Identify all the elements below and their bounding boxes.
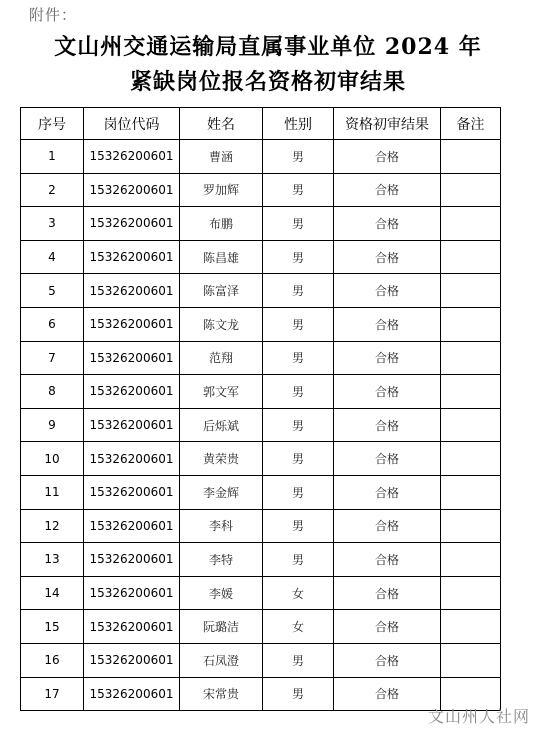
cell-name: 后烁斌	[180, 408, 263, 442]
cell-name: 李金辉	[180, 475, 263, 509]
cell-no: 6	[21, 307, 84, 341]
cell-code: 15326200601	[84, 475, 180, 509]
cell-gender: 男	[263, 274, 334, 308]
cell-note	[441, 207, 501, 241]
cell-no: 10	[21, 442, 84, 476]
cell-result: 合格	[334, 643, 441, 677]
cell-name: 陈昌雄	[180, 240, 263, 274]
cell-name: 宋常贵	[180, 677, 263, 711]
table-row	[21, 610, 501, 644]
cell-gender: 男	[263, 543, 334, 577]
cell-result: 合格	[334, 173, 441, 207]
cell-result: 合格	[334, 475, 441, 509]
cell-code: 15326200601	[84, 543, 180, 577]
cell-name: 陈富泽	[180, 274, 263, 308]
document-title-line2: 紧缺岗位报名资格初审结果	[129, 69, 406, 95]
cell-no: 12	[21, 509, 84, 543]
cell-no: 2	[21, 173, 84, 207]
table-row	[21, 543, 501, 577]
cell-code: 15326200601	[84, 307, 180, 341]
results-table	[20, 107, 501, 711]
cell-gender: 男	[263, 173, 334, 207]
cell-note	[441, 140, 501, 174]
cell-code: 15326200601	[84, 576, 180, 610]
cell-name: 范翔	[180, 341, 263, 375]
attachment-label: 附件：	[29, 6, 78, 24]
cell-result: 合格	[334, 408, 441, 442]
cell-note	[441, 274, 501, 308]
cell-gender: 男	[263, 408, 334, 442]
cell-note	[441, 408, 501, 442]
cell-code: 15326200601	[84, 509, 180, 543]
cell-gender: 男	[263, 643, 334, 677]
cell-name: 布鹏	[180, 207, 263, 241]
cell-note	[441, 610, 501, 644]
cell-code: 15326200601	[84, 274, 180, 308]
cell-gender: 男	[263, 375, 334, 409]
table-row	[21, 240, 501, 274]
cell-note	[441, 509, 501, 543]
cell-note	[441, 173, 501, 207]
cell-no: 8	[21, 375, 84, 409]
cell-gender: 男	[263, 341, 334, 375]
cell-no: 13	[21, 543, 84, 577]
cell-no: 16	[21, 643, 84, 677]
cell-code: 15326200601	[84, 240, 180, 274]
header-gender: 性别	[263, 108, 334, 140]
cell-name: 罗加辉	[180, 173, 263, 207]
cell-no: 15	[21, 610, 84, 644]
cell-code: 15326200601	[84, 173, 180, 207]
cell-result: 合格	[334, 442, 441, 476]
table-row	[21, 442, 501, 476]
cell-result: 合格	[334, 274, 441, 308]
cell-result: 合格	[334, 341, 441, 375]
cell-code: 15326200601	[84, 207, 180, 241]
header-note: 备注	[441, 108, 501, 140]
cell-note	[441, 475, 501, 509]
table-row	[21, 173, 501, 207]
cell-name: 郭文军	[180, 375, 263, 409]
cell-no: 9	[21, 408, 84, 442]
cell-gender: 女	[263, 576, 334, 610]
cell-gender: 男	[263, 509, 334, 543]
cell-result: 合格	[334, 509, 441, 543]
cell-no: 7	[21, 341, 84, 375]
header-code: 岗位代码	[84, 108, 180, 140]
cell-no: 4	[21, 240, 84, 274]
table-row	[21, 341, 501, 375]
cell-gender: 女	[263, 610, 334, 644]
cell-result: 合格	[334, 307, 441, 341]
cell-note	[441, 576, 501, 610]
cell-no: 1	[21, 140, 84, 174]
cell-result: 合格	[334, 240, 441, 274]
table-row	[21, 207, 501, 241]
cell-name: 李媛	[180, 576, 263, 610]
cell-note	[441, 240, 501, 274]
cell-note	[441, 643, 501, 677]
table-body	[21, 140, 501, 711]
cell-no: 3	[21, 207, 84, 241]
cell-result: 合格	[334, 375, 441, 409]
table-row	[21, 408, 501, 442]
cell-code: 15326200601	[84, 643, 180, 677]
cell-note	[441, 341, 501, 375]
table-row	[21, 140, 501, 174]
cell-gender: 男	[263, 307, 334, 341]
table-row	[21, 509, 501, 543]
cell-gender: 男	[263, 677, 334, 711]
cell-no: 17	[21, 677, 84, 711]
cell-gender: 男	[263, 240, 334, 274]
cell-code: 15326200601	[84, 341, 180, 375]
document-title-line1: 文山州交通运输局直属事业单位 2024 年	[54, 34, 482, 60]
cell-result: 合格	[334, 677, 441, 711]
cell-name: 李科	[180, 509, 263, 543]
cell-no: 11	[21, 475, 84, 509]
cell-gender: 男	[263, 140, 334, 174]
cell-gender: 男	[263, 475, 334, 509]
cell-code: 15326200601	[84, 140, 180, 174]
table-row	[21, 307, 501, 341]
cell-note	[441, 543, 501, 577]
header-no: 序号	[21, 108, 84, 140]
header-name: 姓名	[180, 108, 263, 140]
cell-result: 合格	[334, 576, 441, 610]
cell-no: 14	[21, 576, 84, 610]
cell-name: 阮璐洁	[180, 610, 263, 644]
cell-result: 合格	[334, 207, 441, 241]
cell-name: 石凤澄	[180, 643, 263, 677]
table-header-row	[21, 108, 501, 140]
cell-result: 合格	[334, 140, 441, 174]
cell-code: 15326200601	[84, 610, 180, 644]
watermark-text: 文山州人社网	[427, 707, 530, 726]
cell-code: 15326200601	[84, 677, 180, 711]
cell-result: 合格	[334, 610, 441, 644]
cell-name: 陈文龙	[180, 307, 263, 341]
cell-note	[441, 307, 501, 341]
cell-name: 黄荣贵	[180, 442, 263, 476]
cell-note	[441, 442, 501, 476]
cell-gender: 男	[263, 207, 334, 241]
table-row	[21, 576, 501, 610]
cell-name: 曹涵	[180, 140, 263, 174]
table-row	[21, 375, 501, 409]
cell-result: 合格	[334, 543, 441, 577]
table-row	[21, 274, 501, 308]
cell-gender: 男	[263, 442, 334, 476]
header-result: 资格初审结果	[334, 108, 441, 140]
table-row	[21, 643, 501, 677]
cell-no: 5	[21, 274, 84, 308]
cell-note	[441, 375, 501, 409]
cell-code: 15326200601	[84, 408, 180, 442]
cell-code: 15326200601	[84, 375, 180, 409]
cell-code: 15326200601	[84, 442, 180, 476]
table-row	[21, 475, 501, 509]
cell-name: 李特	[180, 543, 263, 577]
